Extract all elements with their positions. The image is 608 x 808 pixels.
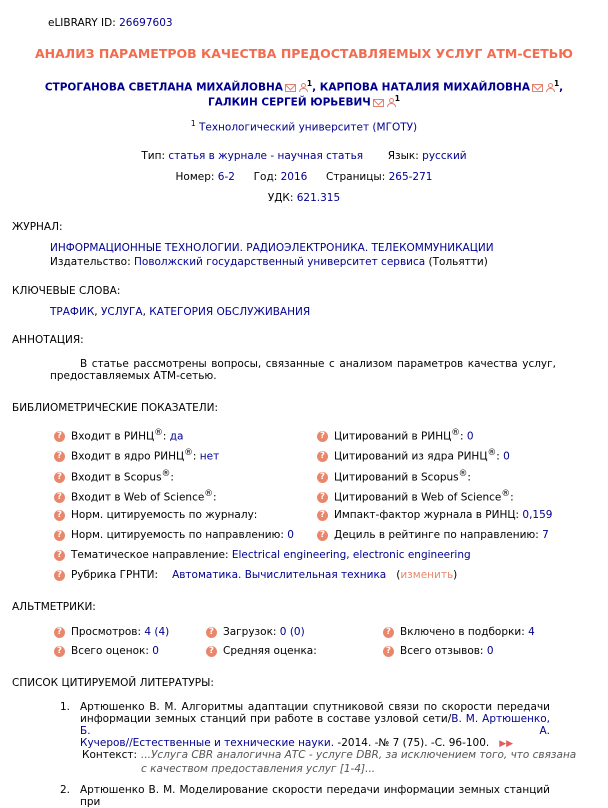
metric-label: Дециль в рейтинге по направлению — [334, 529, 536, 541]
avg-label: Средняя оценка: — [223, 645, 317, 657]
udk-label: УДК: — [267, 192, 294, 204]
help-icon[interactable]: ? — [317, 431, 328, 442]
biblio-left-1 — [54, 448, 219, 463]
forward-arrow-icon[interactable]: ▶▶ — [499, 739, 514, 749]
keywords-list — [50, 306, 310, 318]
journal-link[interactable]: ИНФОРМАЦИОННЫЕ ТЕХНОЛОГИИ. РАДИОЭЛЕКТРОНИКА. ТЕЛЕКОММУНИКАЦИИ — [50, 242, 494, 254]
grnti-rubric — [54, 569, 457, 581]
colon: : — [510, 491, 514, 504]
colon: : — [162, 430, 167, 443]
metric-label: Цитирований в РИНЦ — [334, 430, 452, 443]
authors-line-2 — [0, 94, 608, 109]
metric-label: Норм. цитируемость по журналу — [71, 509, 254, 521]
pages-label: Страницы: — [326, 171, 386, 183]
views-label: Просмотров: — [71, 626, 142, 638]
metric-value[interactable]: 0 — [503, 450, 510, 463]
reg-mark: ® — [458, 469, 468, 479]
help-icon[interactable]: ? — [54, 472, 65, 483]
meta-type-lang — [0, 150, 608, 162]
help-icon[interactable]: ? — [206, 646, 217, 657]
help-icon[interactable]: ? — [317, 451, 328, 462]
year-value[interactable]: 2016 — [280, 171, 308, 183]
journal-publisher — [50, 256, 488, 268]
ref-number: 2. — [60, 784, 71, 796]
udk-value[interactable]: 621.315 — [296, 192, 341, 204]
colon: : — [460, 430, 464, 443]
number-label: Номер: — [175, 171, 215, 183]
alt-reviews — [383, 645, 494, 657]
help-icon[interactable]: ? — [206, 627, 217, 638]
ref-line: Артюшенко В. М. Алгоритмы адаптации спутниковой связи по скорости передачи — [80, 701, 550, 713]
reg-mark: ® — [154, 428, 163, 438]
ref-line: Артюшенко В. М. Моделирование скорости передачи информации земных станций при — [80, 784, 550, 808]
keyword-separator: , — [142, 306, 150, 318]
lang-label: Язык: — [387, 150, 419, 162]
annotation-text — [50, 358, 556, 382]
reg-mark: ® — [451, 428, 460, 438]
affiliation-sup: 1 — [190, 119, 196, 128]
journal-name — [50, 242, 494, 254]
alt-avg — [206, 645, 317, 657]
metric-label: Цитирований из ядра РИНЦ — [334, 450, 488, 463]
publisher-link[interactable]: Поволжский государственный университет сервиса — [134, 256, 426, 268]
metric-label: Цитирований в Web of Science — [334, 491, 502, 504]
email-icon[interactable] — [285, 84, 296, 92]
help-icon[interactable]: ? — [383, 627, 394, 638]
meta-udk — [0, 192, 608, 204]
person-icon[interactable] — [386, 98, 395, 107]
year-label: Год: — [253, 171, 278, 183]
biblio-left-2 — [54, 469, 174, 484]
reg-mark: ® — [204, 489, 214, 499]
views-value[interactable]: 4 (4) — [144, 626, 170, 638]
biblio-right-3 — [317, 489, 514, 504]
help-icon[interactable]: ? — [317, 492, 328, 503]
colon: : — [280, 529, 284, 541]
collections-label: Включено в подборки: — [400, 626, 525, 638]
ref-source-link[interactable]: Кучеров//Естественные и технические науки. — [80, 737, 335, 749]
metric-label: Входит в РИНЦ — [71, 430, 155, 443]
reg-mark: ® — [184, 448, 193, 458]
ref-number: 1. — [60, 701, 71, 713]
metric-label: Входит в Web of Science — [71, 491, 205, 504]
colon: : — [515, 509, 520, 521]
metric-label: Импакт-фактор журнала в РИНЦ — [334, 509, 516, 521]
help-icon[interactable]: ? — [54, 451, 65, 462]
ref-author-link[interactable]: В. М. Артюшенко, Б. А. — [80, 713, 550, 737]
reg-mark: ® — [501, 489, 511, 499]
reference-item — [80, 701, 550, 749]
alt-ratings — [54, 645, 159, 657]
help-icon[interactable]: ? — [54, 550, 65, 561]
biblio-right-4 — [317, 509, 552, 521]
thematic-label: Тематическое направление: — [71, 549, 229, 561]
references-heading: СПИСОК ЦИТИРУЕМОЙ ЛИТЕРАТУРЫ: — [12, 677, 214, 689]
alt-views — [54, 626, 169, 638]
type-value: статья в журнале - научная статья — [168, 150, 364, 162]
colon: : — [192, 450, 197, 463]
grnti-change-link[interactable]: изменить — [400, 569, 454, 581]
biblio-right-2 — [317, 469, 471, 484]
elibrary-id-label: eLIBRARY ID: — [48, 17, 116, 29]
downloads-value[interactable]: 0 (0) — [279, 626, 305, 638]
grnti-label: Рубрика ГРНТИ: — [71, 569, 159, 581]
help-icon[interactable]: ? — [54, 646, 65, 657]
help-icon[interactable]: ? — [54, 510, 65, 521]
ratings-label: Всего оценок: — [71, 645, 149, 657]
metric-label: Норм. цитируемость по направлению — [71, 529, 281, 541]
keywords-heading: КЛЮЧЕВЫЕ СЛОВА: — [12, 285, 121, 297]
metric-value[interactable]: 0 — [287, 529, 294, 541]
thematic-value[interactable]: Electrical engineering, electronic engineering — [231, 549, 471, 561]
biblio-right-1 — [317, 448, 510, 463]
keyword-separator: , — [94, 306, 101, 318]
type-label: Тип: — [141, 150, 166, 162]
author-link[interactable]: ГАЛКИН СЕРГЕЙ ЮРЬЕВИЧ — [208, 96, 371, 109]
context-label: Контекст: — [82, 749, 138, 761]
ref-line — [80, 713, 550, 737]
paren-open: ( — [396, 569, 401, 581]
ref-line — [80, 737, 550, 749]
person-icon[interactable] — [545, 83, 554, 92]
authors-line-1: СТРОГАНОВА СВЕТЛАНА МИХАЙЛОВНА $^1$, КАРПОВА НАТАЛИЯ МИХАЙЛОВНА $^1$, — [44, 79, 564, 94]
metric-label: Цитирований в Scopus — [334, 471, 459, 484]
collections-value[interactable]: 4 — [528, 626, 535, 638]
downloads-label: Загрузок: — [223, 626, 277, 638]
reviews-value[interactable]: 0 — [486, 645, 494, 657]
ref-text: -2014. -№ 7 (75). -С. 96-100. — [334, 737, 490, 749]
paren-close: ) — [453, 569, 458, 581]
colon: : — [253, 509, 258, 521]
biblio-left-4 — [54, 509, 257, 521]
metric-label: Входит в Scopus — [71, 471, 162, 484]
help-icon[interactable]: ? — [317, 472, 328, 483]
email-icon[interactable] — [373, 99, 384, 107]
number-value[interactable]: 6-2 — [217, 171, 235, 183]
annotation-line-2: предоставляемых АТМ-сетью. — [50, 370, 217, 382]
grnti-value[interactable]: Автоматика. Вычислительная техника — [172, 569, 387, 581]
biblio-right-0 — [317, 428, 474, 443]
author-affil-sup: 1 — [553, 79, 560, 88]
reg-mark: ® — [161, 469, 171, 479]
colon: : — [213, 491, 217, 504]
biblio-heading: БИБЛИОМЕТРИЧЕСКИЕ ПОКАЗАТЕЛИ: — [12, 402, 219, 414]
help-icon[interactable]: ? — [54, 627, 65, 638]
affiliation — [0, 119, 608, 134]
colon: : — [535, 529, 539, 541]
alt-downloads — [206, 626, 305, 638]
reg-mark: ® — [487, 448, 497, 458]
help-icon[interactable]: ? — [317, 530, 328, 541]
reviews-label: Всего отзывов: — [400, 645, 484, 657]
help-icon[interactable]: ? — [317, 510, 328, 521]
keyword-link[interactable]: УСЛУГА — [100, 306, 143, 318]
altmetrics-heading: АЛЬТМЕТРИКИ: — [12, 601, 96, 613]
email-icon[interactable] — [532, 84, 543, 92]
ratings-value[interactable]: 0 — [152, 645, 159, 657]
elibrary-id — [48, 17, 173, 29]
person-icon[interactable] — [298, 83, 307, 92]
author-affil-sup: 1 — [306, 79, 313, 88]
publisher-label: Издательство: — [50, 256, 131, 268]
thematic-direction — [54, 549, 471, 561]
lang-value: русский — [422, 150, 467, 162]
author-affil-sup: 1 — [394, 94, 400, 103]
help-icon[interactable]: ? — [383, 646, 394, 657]
alt-collections — [383, 626, 535, 638]
help-icon[interactable]: ? — [54, 570, 65, 581]
metric-value[interactable]: нет — [199, 450, 220, 463]
biblio-right-5 — [317, 529, 549, 541]
colon: : — [496, 450, 500, 463]
metric-value[interactable]: 0 — [466, 430, 474, 443]
metric-label: Входит в ядро РИНЦ — [71, 450, 185, 463]
metric-value[interactable]: да — [169, 430, 184, 443]
keyword-link[interactable]: КАТЕГОРИЯ ОБСЛУЖИВАНИЯ — [149, 306, 311, 318]
journal-heading: ЖУРНАЛ: — [12, 221, 63, 233]
context-line-2: с качеством предоставления услуг [1-4]... — [141, 763, 376, 775]
author-link[interactable]: КАРПОВА НАТАЛИЯ МИХАЙЛОВНА — [319, 81, 530, 94]
metric-value[interactable]: 0,159 — [522, 509, 553, 521]
affiliation-link[interactable]: Технологический университет (МГОТУ) — [198, 121, 418, 134]
help-icon[interactable]: ? — [54, 431, 65, 442]
help-icon[interactable]: ? — [54, 530, 65, 541]
meta-number-year-pages — [0, 171, 608, 183]
author-link[interactable]: СТРОГАНОВА СВЕТЛАНА МИХАЙЛОВНА — [44, 81, 283, 94]
article-title: АНАЛИЗ ПАРАМЕТРОВ КАЧЕСТВА ПРЕДОСТАВЛЯЕМЫХ УСЛУГ АТМ-СЕТЬЮ — [35, 46, 573, 61]
annotation-line-1: В статье рассмотрены вопросы, связанные с анализом параметров качества услуг, — [80, 358, 556, 370]
ref-text: информации земных станций при работе в составе узловой сети/ — [80, 713, 452, 725]
metric-value[interactable]: 7 — [542, 529, 549, 541]
colon: : — [170, 471, 174, 484]
context-line-1: ...Услуга CBR аналогична АТС - услуге DBR, за исключением того, что связана — [141, 749, 577, 761]
help-icon[interactable]: ? — [54, 492, 65, 503]
biblio-left-5 — [54, 529, 294, 541]
biblio-left-0 — [54, 428, 183, 443]
elibrary-id-value: 26697603 — [119, 17, 173, 29]
keyword-link[interactable]: ТРАФИК — [50, 306, 95, 318]
pages-value: 265-271 — [388, 171, 433, 183]
biblio-left-3 — [54, 489, 217, 504]
colon: : — [467, 471, 471, 484]
publisher-city: (Тольятти) — [428, 256, 488, 268]
annotation-heading: АННОТАЦИЯ: — [12, 334, 84, 346]
